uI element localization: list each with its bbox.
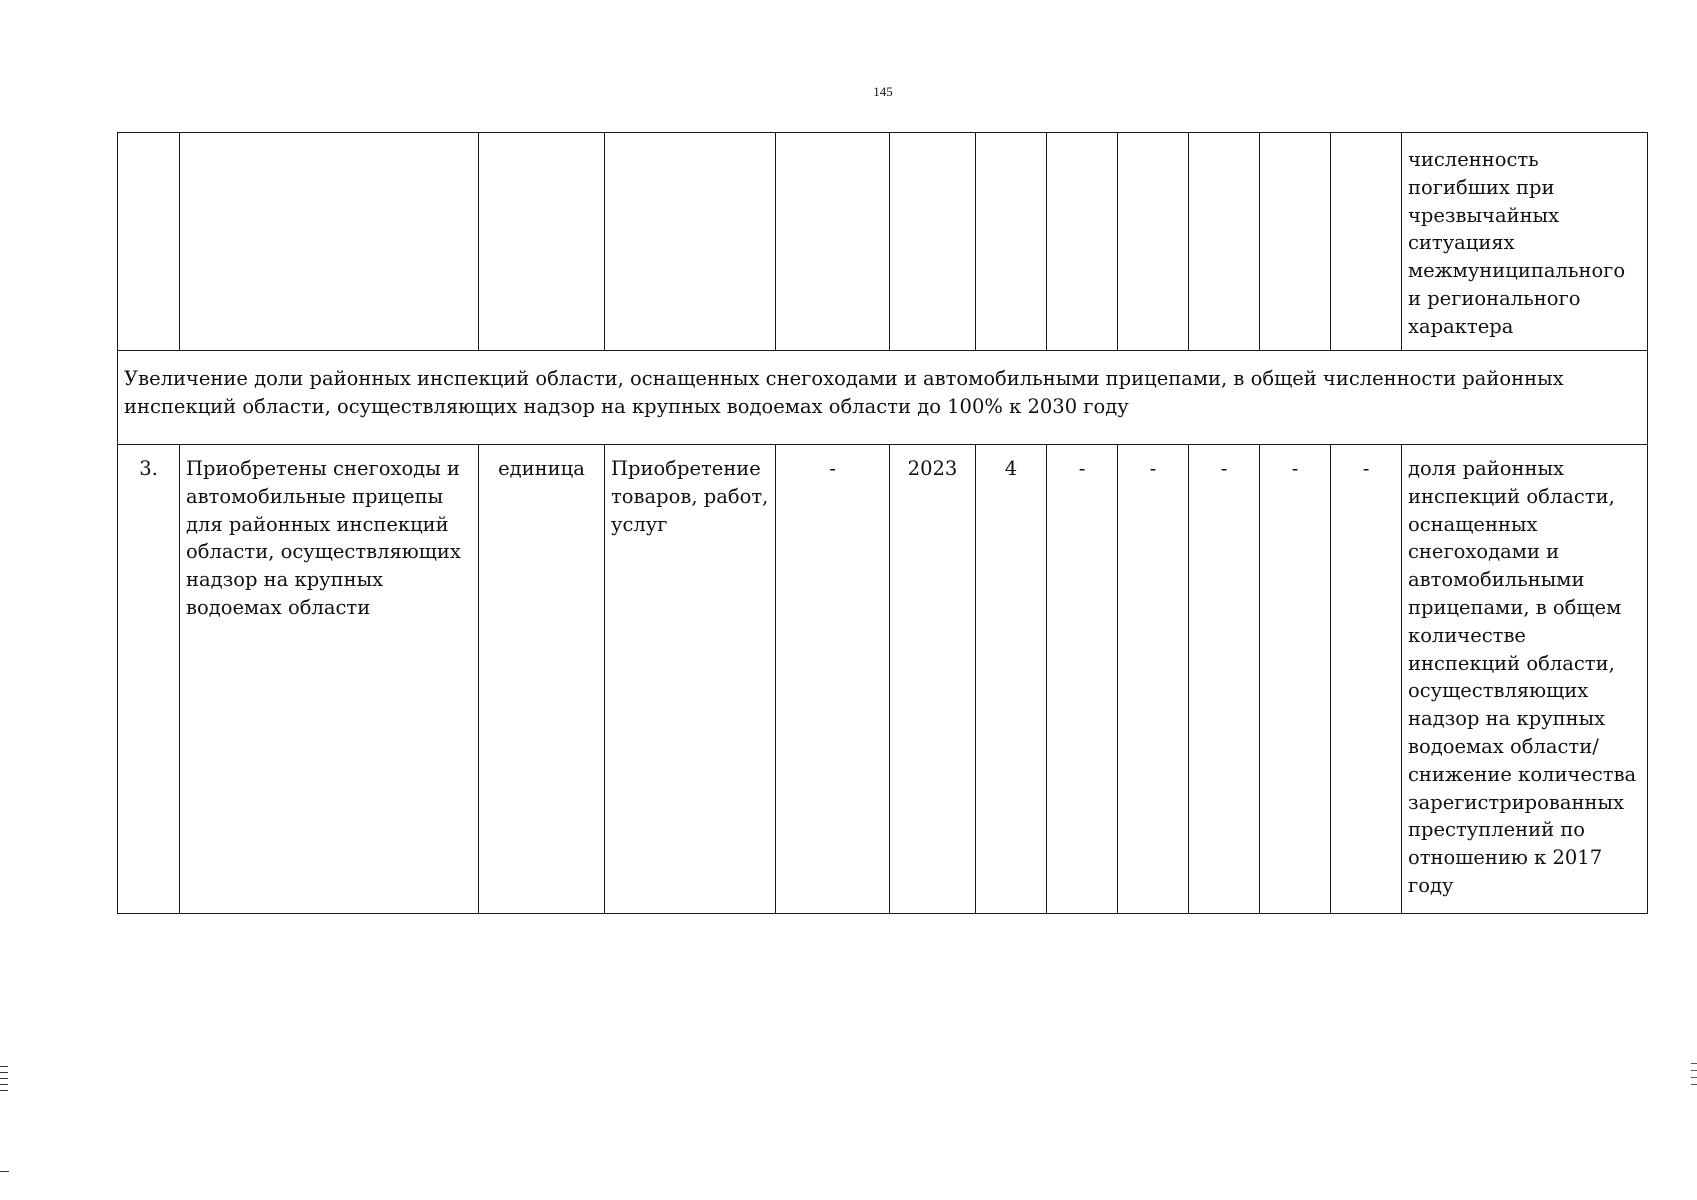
cell-value-3 bbox=[1118, 445, 1189, 914]
item-type: Приобретение товаров, работ, услуг bbox=[611, 457, 769, 536]
item-result: Приобретены снегоходы и автомобильные прицепы для районных инспекций области, осуществляющих надзор на крупных водоемах области bbox=[186, 457, 461, 619]
cell-value-2 bbox=[1047, 445, 1118, 914]
cell-value-6 bbox=[1331, 133, 1402, 351]
cell-base-value bbox=[776, 445, 890, 914]
cell-result bbox=[180, 445, 479, 914]
cell-value-4 bbox=[1189, 445, 1260, 914]
cell-value-1 bbox=[976, 133, 1047, 351]
cell-year bbox=[890, 133, 976, 351]
cell-number bbox=[118, 133, 180, 351]
item-value-2: - bbox=[1078, 457, 1086, 480]
item-value-5: - bbox=[1291, 457, 1299, 480]
cell-value-4 bbox=[1189, 133, 1260, 351]
item-value-6: - bbox=[1362, 457, 1370, 480]
item-number: 3. bbox=[139, 457, 158, 480]
table-row-continuation bbox=[118, 133, 1648, 351]
right-margin-marks bbox=[1691, 1063, 1697, 1091]
cell-unit bbox=[479, 133, 605, 351]
table-row-item bbox=[118, 445, 1648, 914]
goal-cell bbox=[118, 351, 1648, 445]
cell-value-5 bbox=[1260, 133, 1331, 351]
cell-value-6 bbox=[1331, 445, 1402, 914]
cell-type bbox=[605, 445, 776, 914]
page-number: 145 bbox=[873, 84, 893, 99]
item-year: 2023 bbox=[907, 457, 958, 480]
indicator-text: численность погибших при чрезвычайных ситуациях межмуниципального и регионального характера bbox=[1408, 148, 1626, 338]
item-value-1: 4 bbox=[1004, 457, 1018, 480]
cell-year bbox=[890, 445, 976, 914]
item-base-value: - bbox=[829, 457, 836, 480]
cell-value-3 bbox=[1118, 133, 1189, 351]
cell-number bbox=[118, 445, 180, 914]
cell-value-5 bbox=[1260, 445, 1331, 914]
left-margin-marks bbox=[0, 1066, 8, 1096]
cell-type bbox=[605, 133, 776, 351]
cell-base-value bbox=[776, 133, 890, 351]
margin-tick bbox=[0, 1171, 9, 1172]
goal-text: Увеличение доли районных инспекций области, оснащенных снегоходами и автомобильными прицепами, в общей численности районных инспекций области, осуществляющих надзор на крупных водоемах области до 100% к 2030 году bbox=[124, 367, 1564, 418]
cell-indicator bbox=[1402, 133, 1648, 351]
item-value-3: - bbox=[1149, 457, 1157, 480]
results-table bbox=[117, 132, 1648, 914]
item-unit: единица bbox=[498, 457, 585, 480]
cell-value-2 bbox=[1047, 133, 1118, 351]
cell-indicator bbox=[1402, 445, 1648, 914]
item-indicator: доля районных инспекций области, оснащенных снегоходами и автомобильными прицепами, в общем количестве инспекций области, осуществляющих надзор на крупных водоемах области/ снижение количества зарегистрированных преступлений по отношению к 2017 году bbox=[1408, 457, 1637, 897]
cell-result bbox=[180, 133, 479, 351]
table-row-goal bbox=[118, 351, 1648, 445]
item-value-4: - bbox=[1220, 457, 1228, 480]
cell-unit bbox=[479, 445, 605, 914]
cell-value-1 bbox=[976, 445, 1047, 914]
